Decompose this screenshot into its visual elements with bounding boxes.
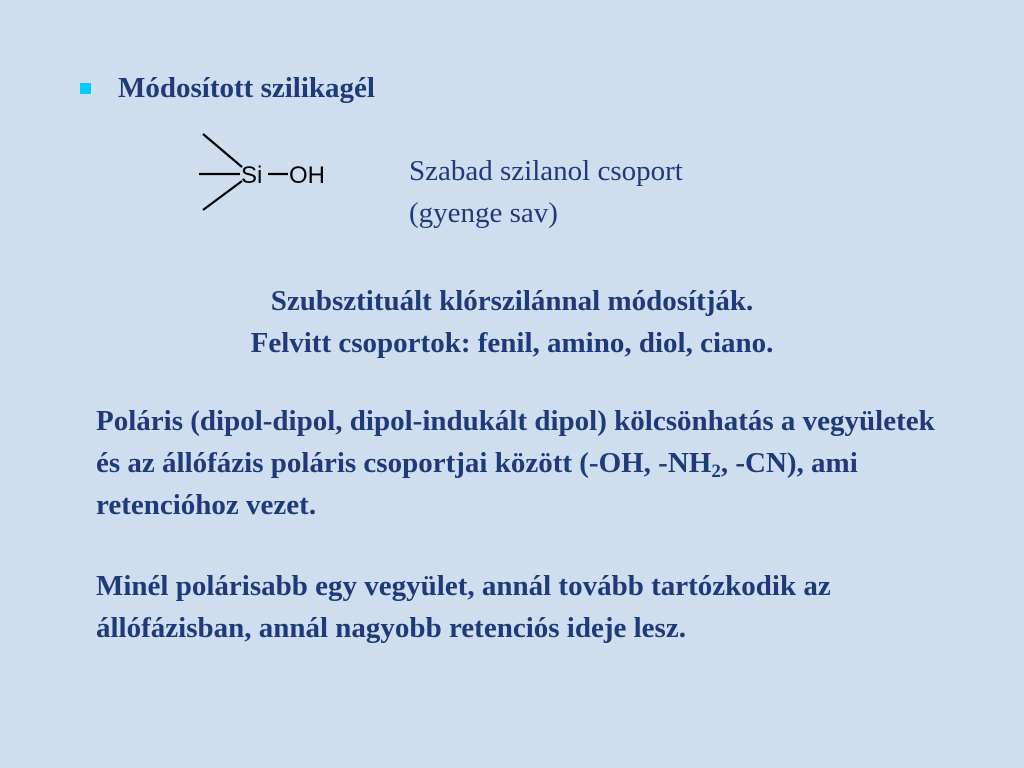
bond-lower	[203, 181, 242, 210]
si-label: Si	[241, 162, 263, 189]
modification-summary	[0, 280, 1024, 364]
para1-text-b: , -CN), ami retencióhoz vezet.	[96, 447, 858, 521]
summary-line-1: Szubsztituált klórszilánnal módosítják.	[270, 285, 754, 317]
retention-paragraph: Minél polárisabb egy vegyület, annál tovább tartózkodik az állófázisban, annál nagyobb retenciós ideje lesz.	[96, 570, 831, 644]
caption-line-1: Szabad szilanol csoport	[409, 155, 683, 187]
caption-line-2: (gyenge sav)	[409, 197, 558, 229]
para1-text-a: Poláris (dipol-dipol, dipol-indukált dipol) kölcsönhatás a vegyületek és az állófázis poláris csoportjai között (-OH, -NH	[96, 405, 935, 479]
square-bullet-icon	[80, 83, 91, 94]
oh-label: OH	[289, 162, 325, 189]
para1-subscript: 2	[711, 461, 721, 482]
structure-caption	[409, 150, 683, 234]
slide-heading: Módosított szilikagél	[118, 72, 375, 104]
polar-interaction-paragraph	[96, 400, 946, 526]
title-row	[80, 72, 375, 105]
bond-upper	[203, 134, 242, 167]
silanol-structure-diagram	[196, 130, 332, 216]
summary-line-2: Felvitt csoportok: fenil, amino, diol, ciano.	[250, 327, 774, 359]
